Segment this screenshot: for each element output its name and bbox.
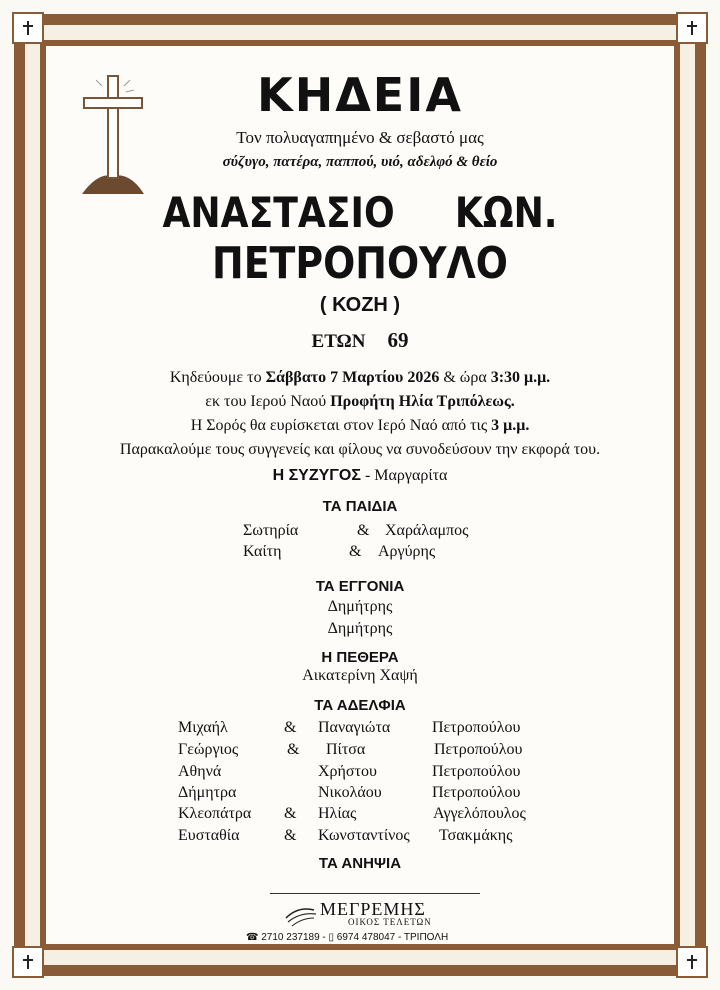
nephews-label: ΤΑ ΑΝΗΨΙΑ [318, 855, 402, 872]
funeral-date: Σάββατο 7 Μαρτίου 2026 [265, 369, 440, 386]
ampersand: & [284, 805, 297, 822]
ampersand: & [357, 522, 370, 539]
sibling-name: Δήμητρα [178, 784, 237, 801]
sibling-name: Μιχαήλ [178, 719, 228, 736]
age-value: 69 [387, 328, 409, 352]
children-label: ΤΑ ΠΑΙΔΙΑ [322, 498, 398, 515]
funeral-line-4: Παρακαλούμε τους συγγενείς και φίλους να συνοδεύσουν την εκφορά του. [119, 441, 601, 458]
text: & ώρα [443, 369, 487, 386]
text: Η Σορός θα ευρίσκεται στον Ιερό Ναό από τις [190, 417, 488, 434]
relation-line: σύζυγο, πατέρα, παππού, υιό, αδελφό & θείο [222, 154, 498, 170]
sibling-name: Κλεοπάτρα [178, 805, 252, 822]
mother-in-law-name: Αικατερίνη Χαψή [302, 667, 418, 684]
sibling-surname: Πετροπούλου [432, 784, 521, 801]
text: εκ του Ιερού Ναού [205, 393, 327, 410]
sibling-surname: Πετροπούλου [432, 763, 521, 780]
funeral-home-subtitle: ΟΙΚΟΣ ΤΕΛΕΤΩΝ [348, 917, 432, 927]
ampersand: & [284, 827, 297, 844]
nickname: ( ΚΟΖΗ ) [319, 294, 401, 316]
sibling-spouse-name: Ηλίας [318, 805, 357, 822]
church-name: Προφήτη Ηλία Τριπόλεως. [330, 393, 515, 410]
funeral-home-name: ΜΕΓΡΕΜΗΣ [320, 899, 426, 919]
first-name: ΑΝΑΣΤΑΣΙΟ [162, 188, 395, 237]
mother-in-law-label: Η ΠΕΘΕΡΑ [321, 649, 399, 666]
funeral-line-1 [60, 366, 660, 390]
father-name: ΚΩΝ. [454, 188, 558, 237]
sibling-name: Αθηνά [178, 763, 222, 780]
funeral-info [60, 366, 660, 462]
page-title: ΚΗΔΕΙΑ [257, 68, 463, 122]
viewing-time: 3 μ.μ. [491, 417, 530, 434]
child-name: Καίτη [243, 543, 282, 560]
corner-cross-icon [676, 946, 708, 978]
child-spouse-name: Χαράλαμπος [385, 522, 469, 539]
age-label: ΕΤΩΝ [311, 331, 366, 352]
sibling-spouse-name: Παναγιώτα [318, 719, 391, 736]
funeral-line-3 [60, 414, 660, 438]
spouse-label: Η ΣΥΖΥΓΟΣ [272, 467, 361, 484]
spouse-line [60, 467, 660, 485]
sibling-surname: Πετροπούλου [434, 741, 523, 758]
ampersand: & [287, 741, 300, 758]
sibling-name: Γεώργιος [178, 741, 239, 758]
contact-phones: ☎ 2710 237189 - ▯ 6974 478047 - ΤΡΙΠΟΛΗ [246, 932, 449, 943]
child-spouse-name: Αργύρης [378, 543, 436, 560]
corner-cross-icon [12, 12, 44, 44]
sibling-spouse-name: Κωνσταντίνος [318, 827, 410, 844]
spouse-dash: - [364, 467, 371, 484]
sibling-name: Ευσταθία [178, 827, 240, 844]
sibling-spouse-name: Πίτσα [326, 741, 366, 758]
ampersand: & [349, 543, 362, 560]
sibling-surname: Τσακμάκης [439, 827, 513, 844]
funeral-time: 3:30 μ.μ. [490, 369, 551, 386]
deceased-first-name [102, 188, 618, 237]
text: Κηδεύουμε το [169, 369, 262, 386]
funeral-line-2 [60, 390, 660, 414]
grandchild-name: Δημήτρης [327, 620, 393, 637]
sibling-spouse-name: Νικολάου [318, 784, 382, 801]
grandchildren-label: ΤΑ ΕΓΓΟΝΙΑ [315, 578, 405, 595]
sibling-spouse-name: Χρήστου [318, 763, 377, 780]
sibling-surname: Αγγελόπουλος [433, 805, 526, 822]
age-line [60, 328, 660, 353]
sibling-surname: Πετροπούλου [432, 719, 521, 736]
child-name: Σωτηρία [243, 522, 299, 539]
spouse-name: Μαργαρίτα [374, 467, 448, 484]
ampersand: & [284, 719, 297, 736]
deceased-surname: ΠΕΤΡΟΠΟΥΛΟ [212, 238, 508, 289]
grandchild-name: Δημήτρης [327, 598, 393, 615]
footer-rule [270, 893, 480, 894]
siblings-label: ΤΑ ΑΔΕΛΦΙΑ [314, 697, 406, 714]
corner-cross-icon [12, 946, 44, 978]
intro-line: Τον πολυαγαπημένο & σεβαστό μας [236, 128, 484, 147]
corner-cross-icon [676, 12, 708, 44]
